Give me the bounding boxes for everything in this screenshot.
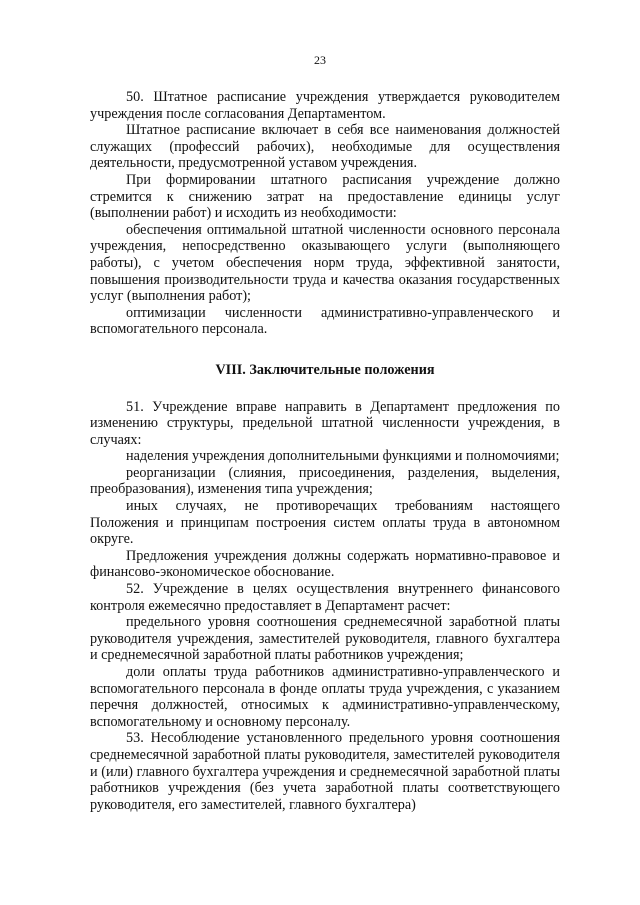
paragraph-51-case-reorganization: реорганизации (слияния, присоединения, разделения, выделения, преобразования), изменения типа учреждения; [90, 464, 560, 498]
paragraph-staff-optimization: оптимизации численности административно-управленческого и вспомогательного персонала. [90, 304, 560, 338]
paragraph-52: 52. Учреждение в целях осуществления внутреннего финансового контроля ежемесячно предоставляет в Департамент расчет: [90, 581, 560, 614]
paragraph-53: 53. Несоблюдение установленного предельного уровня соотношения среднемесячной заработной платы руководителя, заместителей руководителя и (или) главного бухгалтера учреждения и среднемесячной заработной платы работников учреждения (без учета заработной платы соответствующего руководителя, его заместителей, главного бухгалтера) [90, 730, 560, 813]
paragraph-staff-schedule-formation: При формировании штатного расписания учреждение должно стремится к снижению затрат на предоставление единицы услуг (выполнении работ) и исходить из необходимости: [90, 171, 560, 222]
paragraph-52-salary-ratio: предельного уровня соотношения среднемесячной заработной платы руководителя учреждения, заместителей руководителя, главного бухгалтера и среднемесячной заработной платы работников учреждения; [90, 614, 560, 664]
paragraph-52-admin-share: доли оплаты труда работников административно-управленческого и вспомогательного персонала в фонде оплаты труда учреждения, с указанием перечня должностей, относимых к административно-управленческому, вспомогательному и основному персоналу. [90, 664, 560, 730]
document-body [90, 89, 560, 813]
paragraph-51-case-other: иных случаях, не противоречащих требованиям настоящего Положения и принципам построения систем оплаты труда в автономном округе. [90, 498, 560, 548]
paragraph-50: 50. Штатное расписание учреждения утверждается руководителем учреждения после согласования Департаментом. [90, 89, 560, 122]
page-number: 23 [314, 53, 326, 67]
paragraph-staff-schedule-contents: Штатное расписание включает в себя все наименования должностей служащих (профессий рабочих), необходимые для осуществления деятельности, предусмотренной уставом учреждения. [90, 122, 560, 172]
paragraph-51-case-functions: наделения учреждения дополнительными функциями и полномочиями; [126, 448, 560, 465]
section-heading: VIII. Заключительные положения [215, 361, 435, 378]
paragraph-optimal-staffing: обеспечения оптимальной штатной численности основного персонала учреждения, непосредственно оказывающего услуги (выполняющего работы), с учетом обеспечения норм труда, эффективной занятости, повышения производительности труда и качества оказания государственных услуг (выполнения работ); [90, 221, 560, 305]
paragraph-51-proposals: Предложения учреждения должны содержать нормативно-правовое и финансово-экономическое обоснование. [90, 547, 560, 581]
paragraph-51: 51. Учреждение вправе направить в Департамент предложения по изменению структуры, предельной штатной численности учреждения, в случаях: [90, 398, 560, 448]
